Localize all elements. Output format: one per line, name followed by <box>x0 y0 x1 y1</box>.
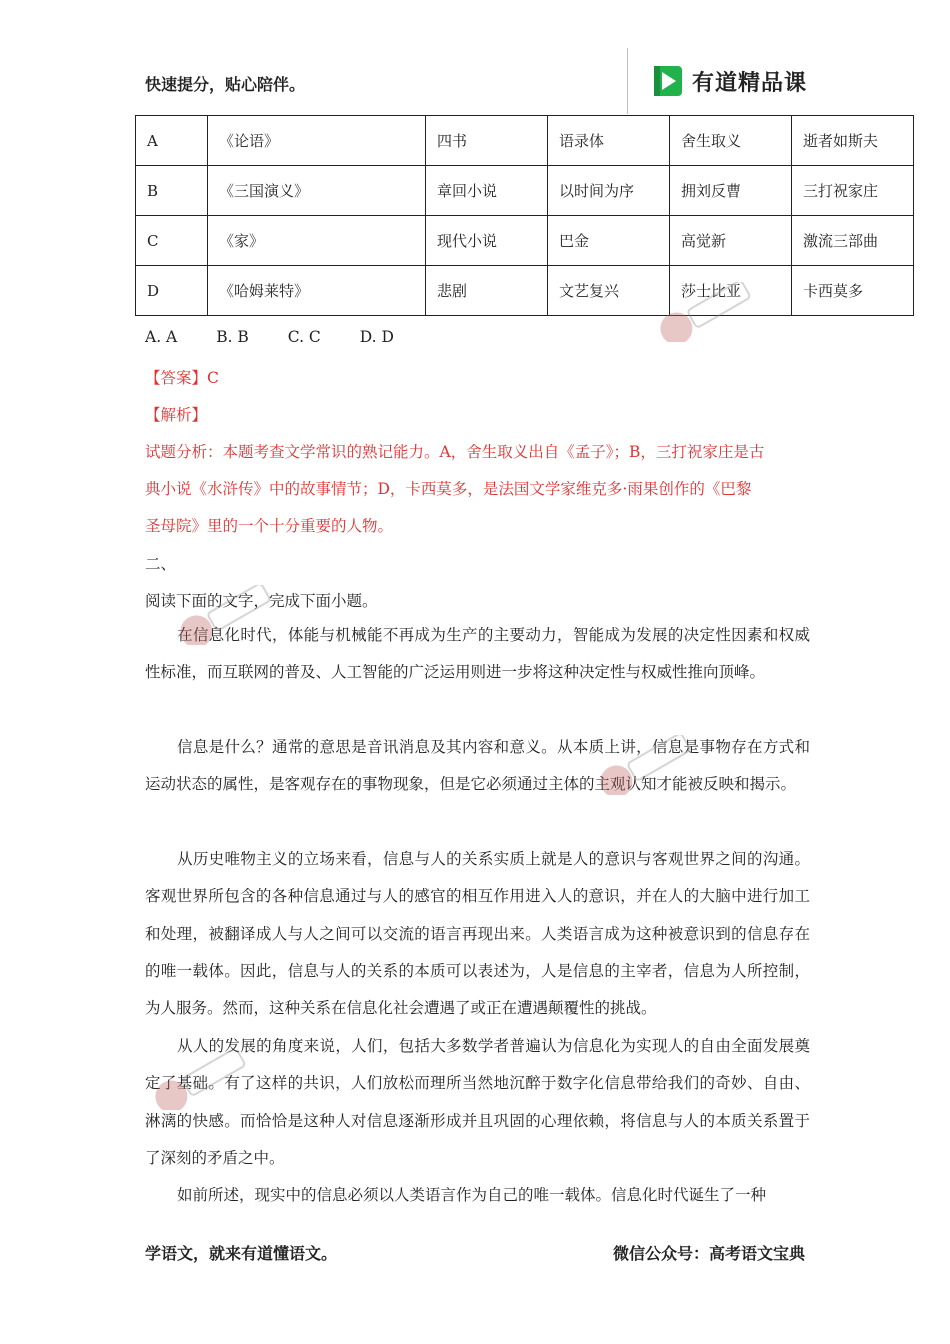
table-cell: 逝者如斯夫 <box>792 116 914 166</box>
reading-instruction: 阅读下面的文字，完成下面小题。 <box>145 592 378 610</box>
table-cell: 以时间为序 <box>548 166 670 216</box>
table-cell: A <box>136 116 208 166</box>
answer-line: 【答案】C <box>145 369 219 387</box>
youdao-logo-icon <box>652 64 684 98</box>
table-cell: 《论语》 <box>208 116 426 166</box>
table-cell: B <box>136 166 208 216</box>
passage-paragraph: 从历史唯物主义的立场来看，信息与人的关系实质上就是人的意识与客观世界之间的沟通。客观世界所包含的各种信息通过与人的感官的相互作用进入人的意识，并在人的大脑中进行加工和处理，被翻译成人与人之间可以交流的语言再现出来。人类语言成为这种被意识到的信息存在的唯一载体。因此，信息与人的关系的本质可以表述为，人是信息的主宰者，信息为人所控制，为人服务。然而，这种关系在信息化社会遭遇了或正在遭遇颠覆性的挑战。 <box>145 850 810 1018</box>
table-cell: 章回小说 <box>426 166 548 216</box>
table-cell: 语录体 <box>548 116 670 166</box>
table-cell: 拥刘反曹 <box>670 166 792 216</box>
table-cell: 巴金 <box>548 216 670 266</box>
table-cell: 激流三部曲 <box>792 216 914 266</box>
footer-wechat: 微信公众号：高考语文宝典 <box>612 1244 805 1263</box>
table-cell: 四书 <box>426 116 548 166</box>
table-row <box>136 216 914 266</box>
table-cell: 莎士比亚 <box>670 266 792 316</box>
passage-paragraph: 如前所述，现实中的信息必须以人类语言作为自己的唯一载体。信息化时代诞生了一种 <box>177 1186 767 1204</box>
passage-paragraph: 信息是什么？通常的意思是音讯消息及其内容和意义。从本质上讲，信息是事物存在方式和运动状态的属性，是客观存在的事物现象，但是它必须通过主体的主观认知才能被反映和揭示。 <box>145 738 810 794</box>
table-cell: 《家》 <box>208 216 426 266</box>
header-divider <box>627 48 628 114</box>
answer-choices <box>145 328 428 346</box>
brand-name: 有道精品课 <box>692 70 808 96</box>
table-cell: 现代小说 <box>426 216 548 266</box>
table-cell: 三打祝家庄 <box>792 166 914 216</box>
table-cell: 悲剧 <box>426 266 548 316</box>
table-cell: C <box>136 216 208 266</box>
analysis-label: 【解析】 <box>145 406 208 424</box>
analysis-text-line: 试题分析：本题考查文学常识的熟记能力。A，舍生取义出自《孟子》；B，三打祝家庄是古 <box>145 443 765 461</box>
table-cell: 《哈姆莱特》 <box>208 266 426 316</box>
table-cell: 《三国演义》 <box>208 166 426 216</box>
table-row <box>136 116 914 166</box>
header-slogan: 快速提分，贴心陪伴。 <box>145 75 306 94</box>
table-cell: 卡西莫多 <box>792 266 914 316</box>
table-row <box>136 166 914 216</box>
choice-d: D. D <box>359 328 394 346</box>
choice-c: C. C <box>287 328 321 346</box>
passage-paragraph: 在信息化时代，体能与机械能不再成为生产的主要动力，智能成为发展的决定性因素和权威性标准，而互联网的普及、人工智能的广泛运用则进一步将这种决定性与权威性推向顶峰。 <box>145 626 810 682</box>
table-cell: 舍生取义 <box>670 116 792 166</box>
table-cell: D <box>136 266 208 316</box>
table-cell: 文艺复兴 <box>548 266 670 316</box>
choice-a: A. A <box>145 328 178 346</box>
passage-paragraph: 从人的发展的角度来说，人们，包括大多数学者普遍认为信息化为实现人的自由全面发展奠定了基础。有了这样的共识，人们放松而理所当然地沉醉于数字化信息带给我们的奇妙、自由、淋漓的快感。而恰恰是这种人对信息逐渐形成并且巩固的心理依赖，将信息与人的本质关系置于了深刻的矛盾之中。 <box>145 1037 810 1167</box>
brand <box>652 64 807 98</box>
table-cell: 高觉新 <box>670 216 792 266</box>
choice-b: B. B <box>216 328 249 346</box>
literature-options-table <box>135 115 914 316</box>
section-number: 二、 <box>145 555 177 573</box>
footer-slogan: 学语文，就来有道懂语文。 <box>145 1244 338 1263</box>
table-row <box>136 266 914 316</box>
analysis-text-line: 典小说《水浒传》中的故事情节；D，卡西莫多，是法国文学家维克多·雨果创作的《巴黎 <box>145 480 752 498</box>
analysis-text-line: 圣母院》里的一个十分重要的人物。 <box>145 517 394 535</box>
